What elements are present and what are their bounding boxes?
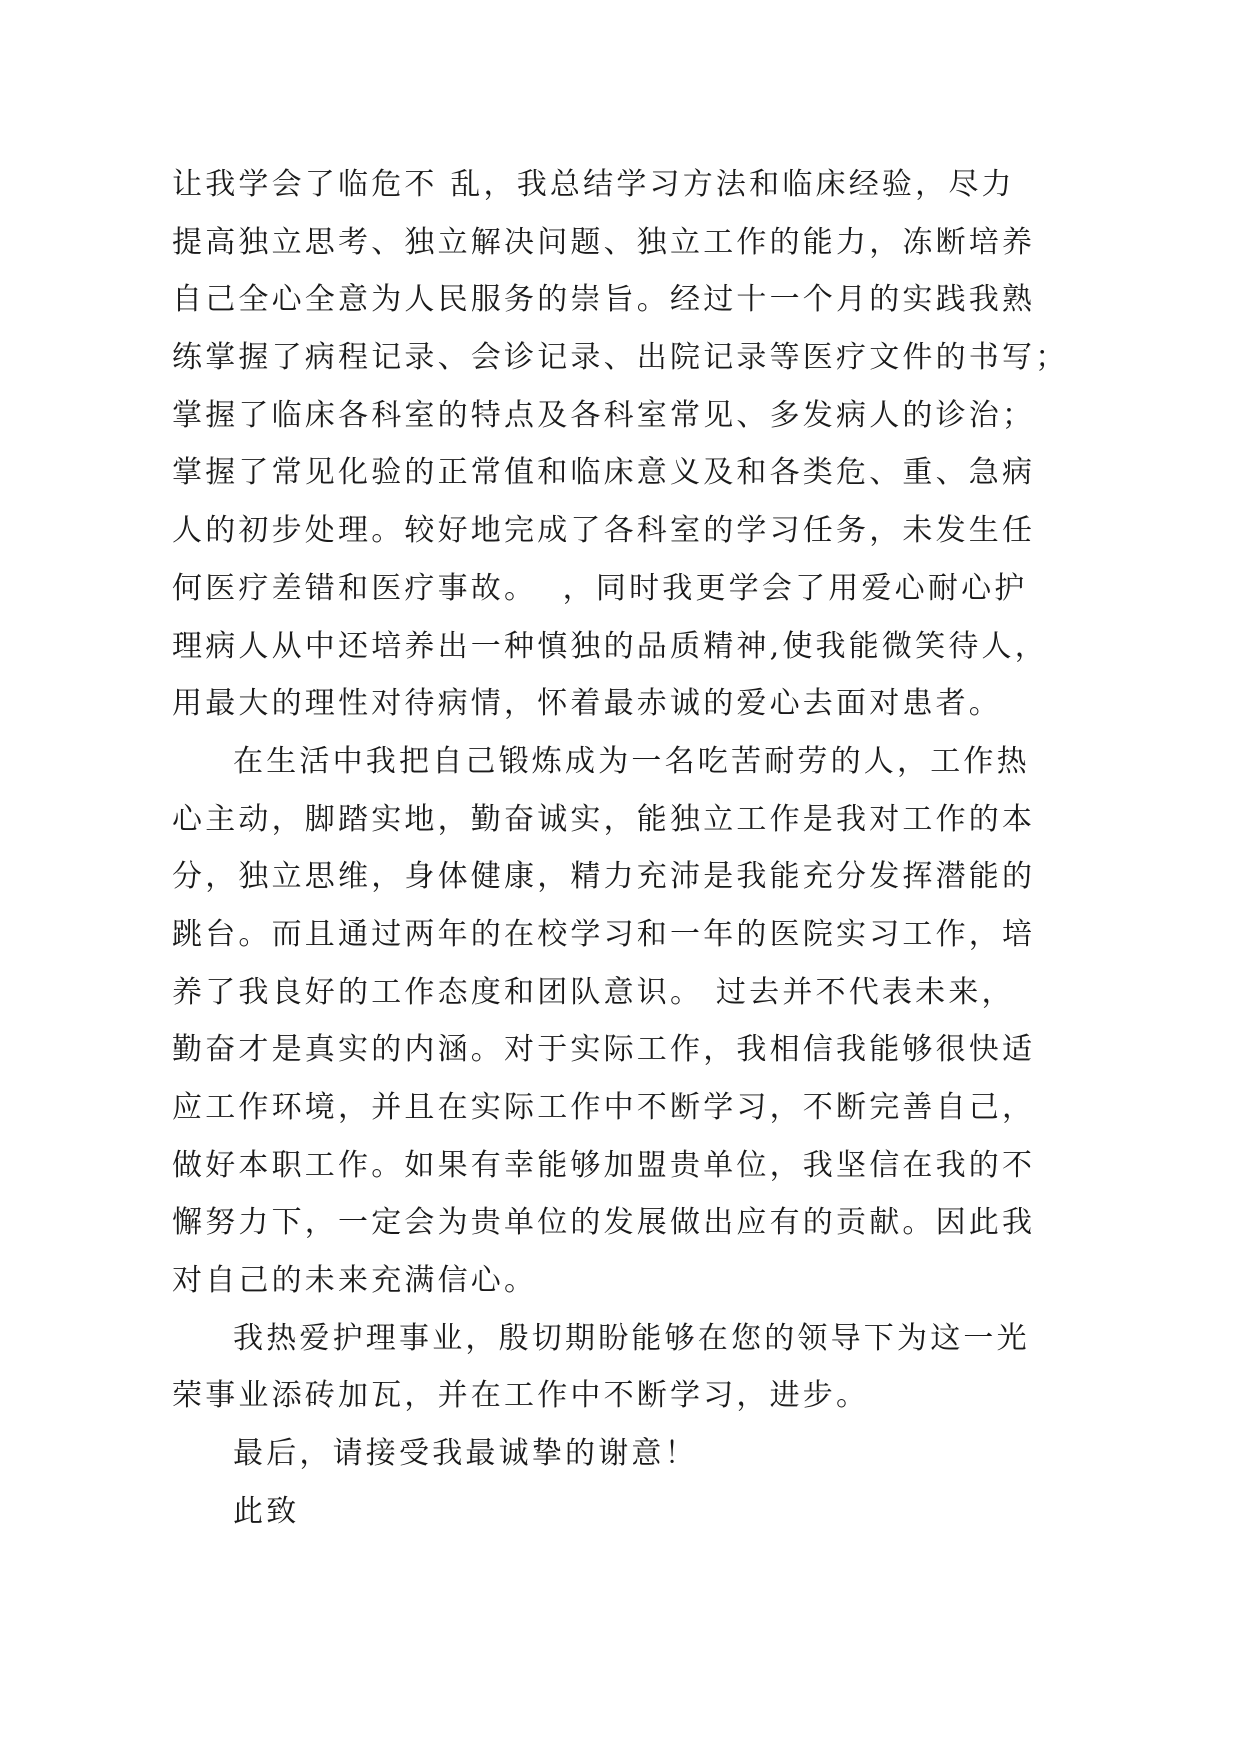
paragraph-1 (172, 156, 1132, 733)
text-line: 我热爱护理事业，殷切期盼能够在您的领导下为这一光 (233, 1320, 1030, 1356)
text-line: 提高独立思考、独立解决问题、独立工作的能力，冻断培养 (172, 224, 1036, 260)
text-line: 练掌握了病程记录、会诊记录、出院记录等医疗文件的书写； (172, 340, 1069, 376)
text-line: 让我学会了临危不 乱，我总结学习方法和临床经验，尽力 (172, 167, 1015, 202)
text-line: 在生活中我把自己锻炼成为一名吃苦耐劳的人，工作热 (233, 743, 1030, 779)
text-line: 掌握了临床各科室的特点及各科室常见、多发病人的诊治； (172, 397, 1036, 433)
text-line: 心主动，脚踏实地，勤奋诚实，能独立工作是我对工作的本 (172, 801, 1036, 837)
closing-salutation (172, 1483, 1132, 1541)
text-line: 何医疗差错和医疗事故。 ，同时我更学会了用爱心耐心护 (172, 570, 1028, 606)
text-line: 养了我良好的工作态度和团队意识。 过去并不代表未来， (172, 974, 1015, 1010)
text-line: 掌握了常见化验的正常值和临床意义及和各类危、重、急病 (172, 455, 1036, 491)
text-line: 对自己的未来充满信心。 (172, 1263, 538, 1299)
text-line: 懈努力下，一定会为贵单位的发展做出应有的贡献。因此我 (172, 1205, 1036, 1241)
text-line: 此致 (233, 1493, 300, 1529)
text-line: 理病人从中还培养出一种慎独的品质精神,使我能微笑待人， (172, 628, 1048, 664)
text-line: 勤奋才是真实的内涵。对于实际工作，我相信我能够很快适 (172, 1032, 1036, 1068)
text-line: 人的初步处理。较好地完成了各科室的学习任务，未发生任 (172, 513, 1036, 549)
text-line: 跳台。而且通过两年的在校学习和一年的医院实习工作，培 (172, 916, 1036, 952)
closing-thanks (172, 1425, 1132, 1483)
paragraph-3 (172, 1310, 1132, 1425)
text-line: 用最大的理性对待病情，怀着最赤诚的爱心去面对患者。 (172, 686, 1002, 722)
text-line: 最后，请接受我最诚挚的谢意！ (233, 1436, 698, 1472)
paragraph-2 (172, 733, 1132, 1310)
text-line: 分，独立思维，身体健康，精力充沛是我能充分发挥潜能的 (172, 859, 1036, 895)
text-line: 应工作环境，并且在实际工作中不断学习，不断完善自己， (172, 1090, 1036, 1125)
text-line: 做好本职工作。如果有幸能够加盟贵单位，我坚信在我的不 (172, 1147, 1036, 1183)
text-line: 荣事业添砖加瓦，并在工作中不断学习，进步。 (172, 1378, 870, 1414)
document-body (172, 156, 1132, 1541)
text-line: 自己全心全意为人民服务的崇旨。经过十一个月的实践我熟 (172, 282, 1036, 318)
